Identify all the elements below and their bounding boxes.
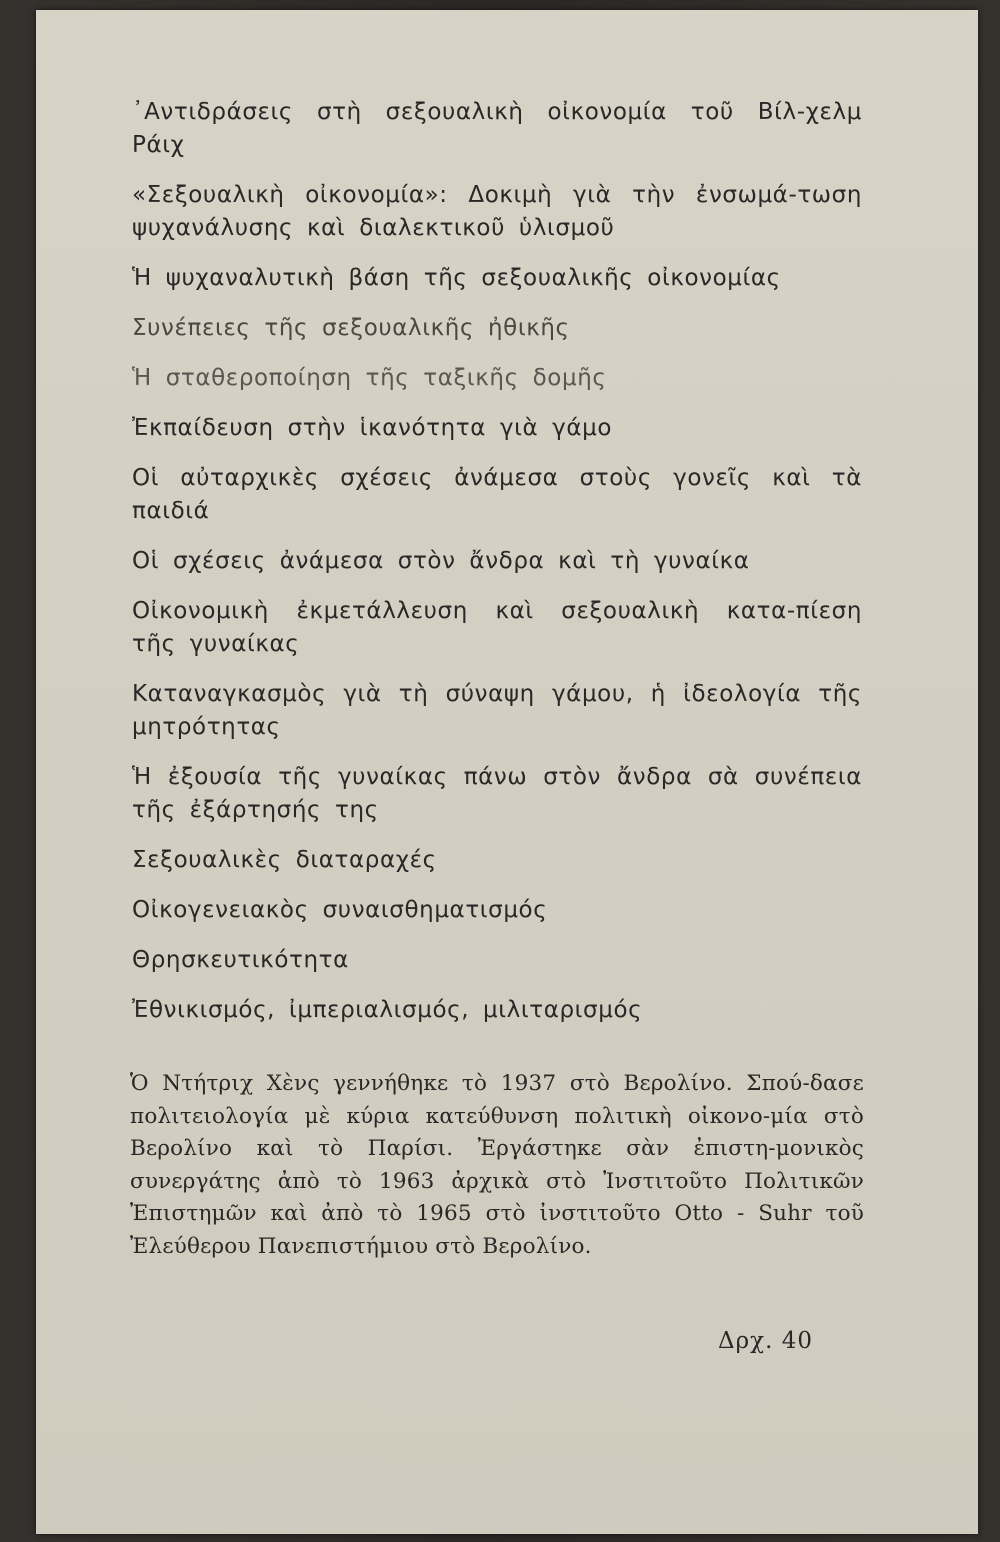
contents-item: Συνέπειες τῆς σεξουαλικῆς ἠθικῆς [132, 315, 570, 341]
contents-item: Καταναγκασμὸς γιὰ τὴ σύναψη γάμου, ἡ ἰδεολογία τῆς μητρότητας [132, 681, 862, 740]
price-label: Δρχ. 40 [718, 1328, 813, 1354]
contents-item: Οἱ σχέσεις ἀνάμεσα στὸν ἄνδρα καὶ τὴ γυναίκα [132, 548, 750, 574]
contents-item: «Σεξουαλικὴ οἰκονομία»: Δοκιμὴ γιὰ τὴν ἐνσωμά-τωση ψυχανάλυσης καὶ διαλεκτικοῦ ὑλισμοῦ [132, 182, 862, 241]
contents-item: Ἐθνικισμός, ἰμπεριαλισμός, μιλιταρισμός [132, 997, 643, 1023]
contents-item: Οἰκονομικὴ ἐκμετάλλευση καὶ σεξουαλικὴ κατα-πίεση τῆς γυναίκας [132, 598, 862, 657]
table-of-contents [132, 96, 862, 1044]
contents-item: Σεξουαλικὲς διαταραχές [132, 847, 437, 873]
contents-item: Ἐκπαίδευση στὴν ἱκανότητα γιὰ γάμο [132, 415, 613, 441]
contents-item: ᾽Αντιδράσεις στὴ σεξουαλικὴ οἰκονομία τοῦ Βίλ-χελμ Ράιχ [132, 99, 862, 158]
contents-item: Ἡ ψυχαναλυτικὴ βάση τῆς σεξουαλικῆς οἰκονομίας [132, 265, 781, 291]
contents-item: Θρησκευτικότητα [132, 947, 349, 973]
author-biography: Ὁ Ντήτριχ Χὲνς γεννήθηκε τὸ 1937 στὸ Βερολίνο. Σπού-δασε πολιτειολογία μὲ κύρια κατεύθυνση πολιτικὴ οἰκονο-μία στὸ Βερολίνο καὶ τὸ Παρίσι. Ἐργάστηκε σὰν ἐπιστη-μονικὸς συνεργάτης ἀπὸ τὸ 1963 ἀρχικὰ στὸ Ἰνστιτοῦτο Πολιτικῶν Ἐπιστημῶν καὶ ἀπὸ τὸ 1965 στὸ ἰνστιτοῦτο Otto - Suhr τοῦ Ἐλεύθερου Πανεπιστήμιου στὸ Βερολίνο. [130, 1071, 864, 1259]
contents-item: Ἡ ἐξουσία τῆς γυναίκας πάνω στὸν ἄνδρα σὰ συνέπεια τῆς ἐξάρτησής της [132, 764, 862, 823]
contents-item: Οἰκογενειακὸς συναισθηματισμός [132, 897, 548, 923]
contents-item: Ἡ σταθεροποίηση τῆς ταξικῆς δομῆς [132, 365, 607, 391]
contents-item: Οἱ αὐταρχικὲς σχέσεις ἀνάμεσα στοὺς γονεῖς καὶ τὰ παιδιά [132, 465, 862, 524]
